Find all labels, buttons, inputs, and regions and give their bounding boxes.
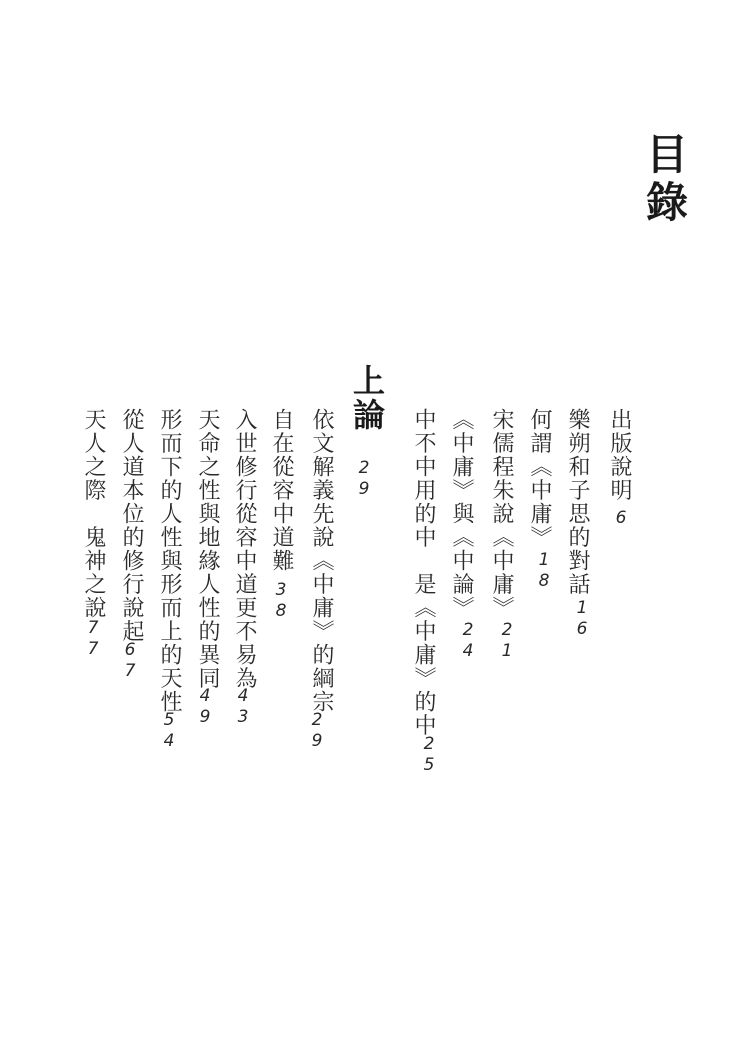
toc-entry-page: 38 (271, 580, 291, 622)
toc-entry-page: 24 (458, 620, 478, 662)
toc-entry-page: 54 (159, 710, 179, 752)
toc-entry-title[interactable]: 天命之性與地緣人性的異同 (195, 408, 220, 690)
toc-entry-page: 29 (307, 710, 327, 752)
toc-entry-title[interactable]: 《中庸》與《中論》 (449, 408, 474, 620)
toc-entry-title[interactable]: 自在從容中道難 (269, 408, 294, 573)
toc-entry-title[interactable]: 從人道本位的修行說起 (119, 408, 144, 643)
toc-entry-title[interactable]: 何謂《中庸》 (527, 408, 552, 549)
page-title: 目錄 (640, 132, 689, 228)
toc-entry-page: 21 (497, 620, 517, 662)
toc-entry-page: 6 (611, 508, 631, 529)
toc-entry-title[interactable]: 中不中用的中 是《中庸》的中 (411, 408, 436, 737)
toc-entry-title[interactable]: 天人之際 鬼神之說 (81, 408, 106, 620)
toc-entry-title[interactable]: 依文解義先說《中庸》的綱宗 (309, 408, 334, 714)
toc-entry-title[interactable]: 出版說明 (607, 408, 632, 502)
section-page: 29 (354, 458, 374, 500)
toc-entry-title[interactable]: 形而下的人性與形而上的天性 (157, 408, 182, 714)
toc-entry-page: 77 (83, 618, 103, 660)
toc-entry-page: 67 (120, 640, 140, 682)
toc-entry-title[interactable]: 宋儒程朱說《中庸》 (489, 408, 514, 620)
toc-entry-title[interactable]: 樂朔和子思的對話 (565, 408, 590, 596)
toc-entry-page: 25 (419, 734, 439, 776)
toc-entry-title[interactable]: 入世修行從容中道更不易為 (232, 408, 257, 690)
toc-entry-page: 43 (233, 686, 253, 728)
toc-entry-page: 18 (534, 550, 554, 592)
toc-entry-page: 16 (572, 598, 592, 640)
section-title: 上論 (348, 364, 386, 432)
toc-entry-page: 49 (195, 686, 215, 728)
